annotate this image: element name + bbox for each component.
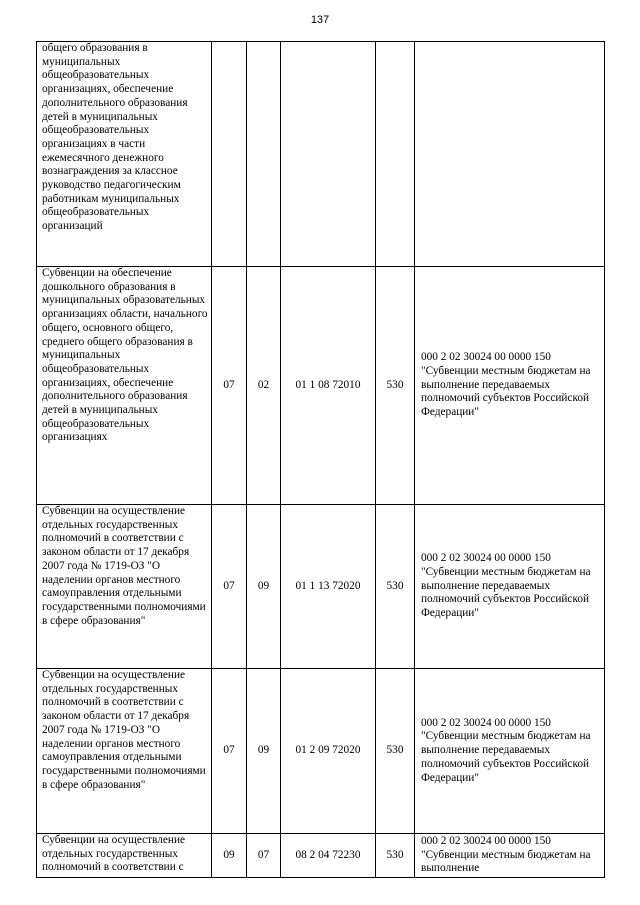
purpose-cell: Субвенции на осуществление отдельных государственных полномочий в соответствии с законом области от 17 декабря 2007 года № 1719-ОЗ "О наделении органов местного самоуправления отдельными государственными полномочиями в сфере образования"	[37, 669, 212, 834]
purpose-cell: Субвенции на осуществление отдельных государственных полномочий в соответствии с законом области от 17 декабря 2007 года № 1719-ОЗ "О наделении органов местного самоуправления отдельными государственными полномочиями в сфере образования"	[37, 505, 212, 669]
subsection-cell: 09	[247, 505, 281, 669]
income-name: "Субвенции местным бюджетам на выполнение	[421, 848, 591, 875]
subsection-cell: 02	[247, 267, 281, 505]
target-article-cell	[281, 42, 376, 267]
income-name: "Субвенции местным бюджетам на выполнение передаваемых полномочий субъектов Российской Федерации"	[421, 364, 591, 419]
table-row	[37, 834, 605, 878]
purpose-cell: общего образования в муниципальных общеобразовательных организациях, обеспечение дополнительного образования детей в муниципальных общеобразовательных организациях в части ежемесячного денежного вознаграждения за классное руководство педагогическим работникам муниципальных общеобразовательных организаций	[37, 42, 212, 267]
table-row	[37, 505, 605, 669]
page-number: 137	[310, 14, 330, 26]
target-article-cell: 01 1 13 72020	[281, 505, 376, 669]
income-name: "Субвенции местным бюджетам на выполнение передаваемых полномочий субъектов Российской Федерации"	[421, 730, 591, 784]
expense-type-cell	[376, 42, 415, 267]
section-cell: 07	[212, 669, 247, 834]
section-cell: 09	[212, 834, 247, 878]
income-code-cell	[415, 669, 605, 834]
expense-type-cell: 530	[376, 267, 415, 505]
section-cell: 07	[212, 505, 247, 669]
target-article-cell: 01 2 09 72020	[281, 669, 376, 834]
income-code: 000 2 02 30024 00 0000 150	[421, 552, 551, 565]
income-code: 000 2 02 30024 00 0000 150	[421, 351, 551, 364]
target-article-cell: 08 2 04 72230	[281, 834, 376, 878]
income-code-cell	[415, 834, 605, 878]
income-code-cell	[415, 267, 605, 505]
expense-type-cell: 530	[376, 834, 415, 878]
expense-type-cell: 530	[376, 669, 415, 834]
subsection-cell	[247, 42, 281, 267]
section-cell: 07	[212, 267, 247, 505]
table-row	[37, 42, 605, 267]
income-code: 000 2 02 30024 00 0000 150	[421, 716, 551, 729]
section-cell	[212, 42, 247, 267]
target-article-cell: 01 1 08 72010	[281, 267, 376, 505]
income-name: "Субвенции местным бюджетам на выполнение передаваемых полномочий субъектов Российской Федерации"	[421, 565, 591, 620]
subsection-cell: 09	[247, 669, 281, 834]
table-row	[37, 669, 605, 834]
income-code-cell	[415, 505, 605, 669]
purpose-cell: Субвенции на осуществление отдельных государственных полномочий в соответствии с	[37, 834, 212, 878]
purpose-cell: Субвенции на обеспечение дошкольного образования в муниципальных образовательных организациях области, начального общего, основного общего, среднего общего образования в муниципальных общеобразовательных организациях, обеспечение дополнительного образования детей в муниципальных общеобразовательных организациях	[37, 267, 212, 505]
income-code: 000 2 02 30024 00 0000 150	[421, 834, 551, 847]
budget-table	[36, 41, 605, 878]
income-code-cell	[415, 42, 605, 267]
expense-type-cell: 530	[376, 505, 415, 669]
table-row	[37, 267, 605, 505]
subsection-cell: 07	[247, 834, 281, 878]
